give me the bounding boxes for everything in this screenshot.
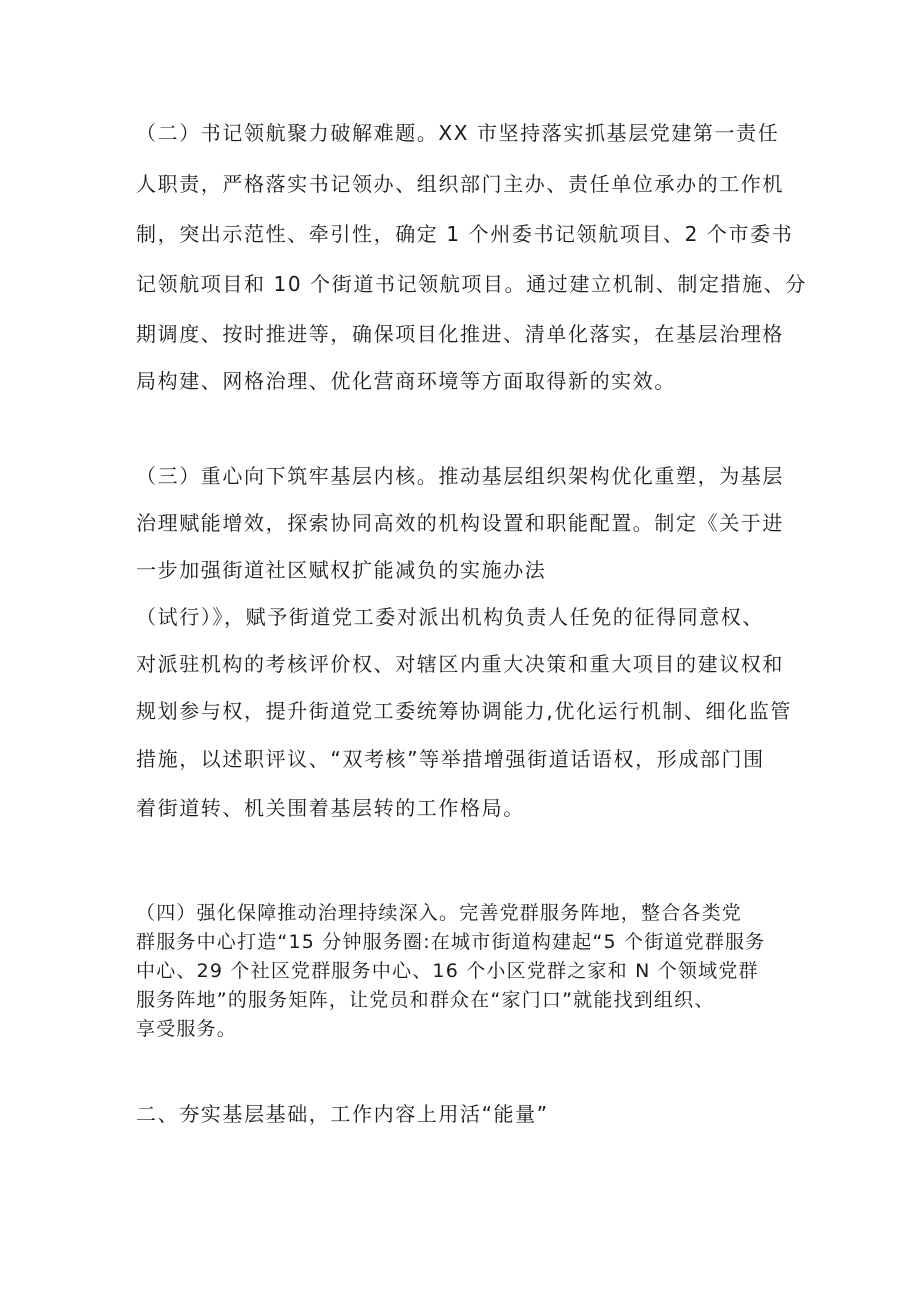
section-4-line-5: 享受服务。 — [136, 1018, 238, 1040]
section-3-line-5: 对派驻机构的考核评价权、对辖区内重大决策和重大项目的建议权和 — [136, 652, 784, 676]
section-3-line-7: 措施，以述职评议、“双考核”等举措增强街道话语权，形成部门围 — [136, 747, 765, 771]
section-3-line-6: 规划参与权，提升街道党工委统筹协调能力,优化运行机制、细化监管 — [136, 699, 792, 723]
section-3-line-8: 着街道转、机关围着基层转的工作格局。 — [136, 796, 525, 820]
section-4-line-1: （四）强化保障推动治理持续深入。完善党群服务阵地，整合各类党 — [136, 902, 743, 924]
section-3-line-4: （试行）》，赋予街道党工委对派出机构负责人任免的征得同意权、 — [136, 605, 764, 629]
section-4-line-3: 中心、29 个社区党群服务中心、16 个小区党群之家和 N 个领域党群 — [136, 960, 759, 982]
section-2-line-5: 期调度、按时推进等，确保项目化推进、清单化落实，在基层治理格 — [136, 322, 784, 346]
section-2-line-3: 制，突出示范性、牵引性，确定 1 个州委书记领航项目、2 个市委书 — [136, 222, 794, 246]
section-3-line-1: （三）重心向下筑牢基层内核。推动基层组织架构优化重塑，为基层 — [136, 464, 784, 488]
section-3-line-2: 治理赋能增效，探索协同高效的机构设置和职能配置。制定《关于进 — [136, 511, 784, 535]
section-3-line-3: 一步加强街道社区赋权扩能减负的实施办法 — [136, 558, 547, 582]
section-2-line-6: 局构建、网格治理、优化营商环境等方面取得新的实效。 — [136, 369, 676, 393]
section-4-line-2: 群服务中心打造“15 分钟服务圈:在城市街道构建起“5 个街道党群服务 — [136, 931, 766, 953]
section-4-line-4: 服务阵地”的服务矩阵，让党员和群众在“家门口”就能找到组织、 — [136, 989, 715, 1011]
heading-2: 二、夯实基层基础，工作内容上用活“能量” — [136, 1102, 549, 1126]
section-2-line-4: 记领航项目和 10 个街道书记领航项目。通过建立机制、制定措施、分 — [136, 272, 807, 296]
section-2-line-1: （二）书记领航聚力破解难题。XX 市坚持落实抓基层党建第一责任 — [136, 121, 780, 145]
section-2-line-2: 人职责，严格落实书记领办、组织部门主办、责任单位承办的工作机 — [136, 172, 784, 196]
